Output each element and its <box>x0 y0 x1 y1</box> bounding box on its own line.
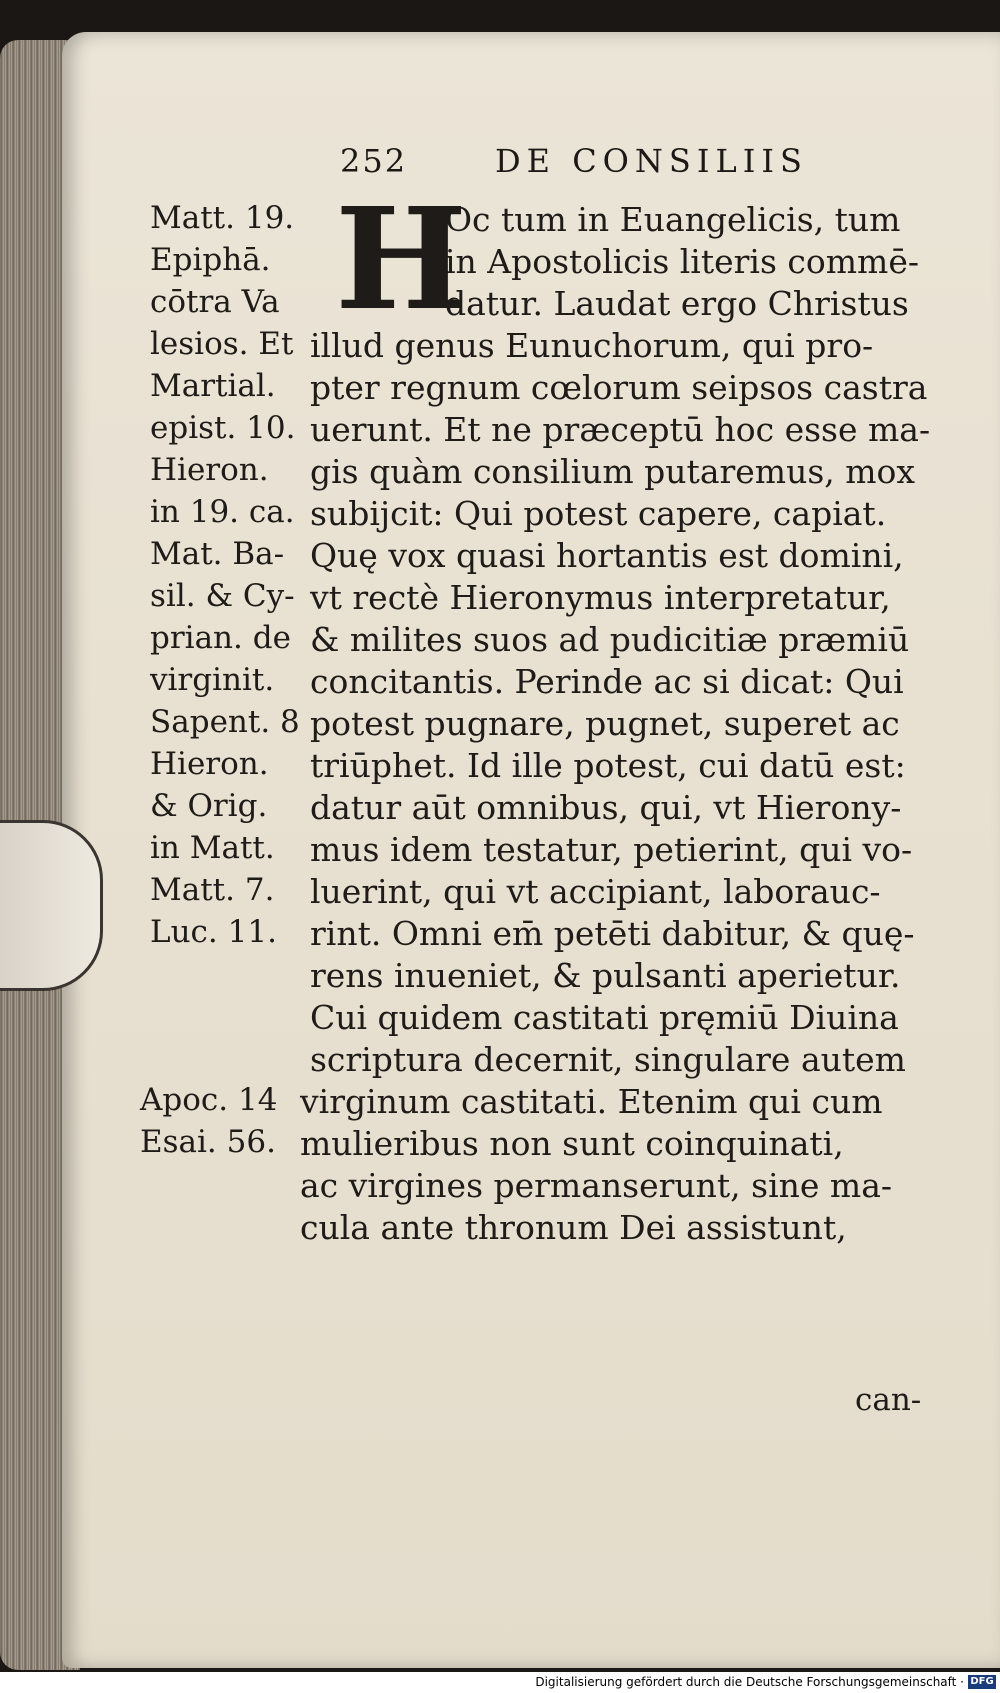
margin-note: in Matt. <box>150 830 275 866</box>
digitization-credit: Digitalisierung gefördert durch die Deutsche Forschungsgemeinschaft · <box>535 1675 964 1689</box>
margin-note: lesios. Et <box>150 326 294 362</box>
text-line: luerint, qui vt accipiant, laborauc- <box>310 872 881 911</box>
text-line: gis quàm consilium putaremus, mox <box>310 452 916 491</box>
text-line: Oc tum in Euangelicis, tum <box>445 200 901 239</box>
margin-note: Apoc. 14 <box>140 1082 278 1118</box>
margin-note: Epiphā. <box>150 242 271 278</box>
text-line: subijcit: Qui potest capere, capiat. <box>310 494 887 533</box>
text-line: in Apostolicis literis commē- <box>445 242 920 281</box>
page-holder-clip <box>0 820 103 991</box>
text-line: datur. Laudat ergo Christus <box>445 284 909 323</box>
page-number: 252 <box>340 142 408 180</box>
text-line: scriptura decernit, singulare autem <box>310 1040 906 1079</box>
text-line: rint. Omni em̄ petēti dabitur, & quę- <box>310 914 915 953</box>
running-title: DE CONSILIIS <box>495 142 808 180</box>
decorated-initial: H <box>335 178 468 342</box>
text-line: illud genus Eunuchorum, qui pro- <box>310 326 874 365</box>
text-line: datur aūt omnibus, qui, vt Hierony- <box>310 788 902 827</box>
text-line: triūphet. Id ille potest, cui datū est: <box>310 746 906 785</box>
margin-note: epist. 10. <box>150 410 296 446</box>
margin-note: prian. de <box>150 620 291 656</box>
margin-note: Martial. <box>150 368 276 404</box>
text-line: pter regnum cœlorum seipsos castra <box>310 368 928 407</box>
margin-note: Matt. 7. <box>150 872 275 908</box>
text-line: ac virgines permanserunt, sine ma- <box>300 1166 893 1205</box>
margin-note: Mat. Ba- <box>150 536 285 572</box>
text-line: cula ante thronum Dei assistunt, <box>300 1208 847 1247</box>
margin-note: in 19. ca. <box>150 494 295 530</box>
text-line: mus idem testatur, petierint, qui vo- <box>310 830 913 869</box>
margin-note: Luc. 11. <box>150 914 277 950</box>
catchword: can- <box>855 1382 922 1418</box>
text-line: mulieribus non sunt coinquinati, <box>300 1124 844 1163</box>
margin-note: Sapent. 8 <box>150 704 300 740</box>
dfg-logo: DFG <box>968 1675 996 1689</box>
margin-note: virginit. <box>150 662 275 698</box>
text-line: & milites suos ad pudicitiæ præmiū <box>310 620 910 659</box>
margin-note: Esai. 56. <box>140 1124 276 1160</box>
margin-note: Hieron. <box>150 452 269 488</box>
text-line: Quę vox quasi hortantis est domini, <box>310 536 904 575</box>
text-line: concitantis. Perinde ac si dicat: Qui <box>310 662 904 701</box>
text-line: potest pugnare, pugnet, superet ac <box>310 704 900 743</box>
text-line: vt rectè Hieronymus interpretatur, <box>310 578 891 617</box>
margin-note: cōtra Va <box>150 284 280 320</box>
text-line: virginum castitati. Etenim qui cum <box>300 1082 883 1121</box>
text-line: rens inueniet, & pulsanti aperietur. <box>310 956 901 995</box>
margin-note: & Orig. <box>150 788 268 824</box>
text-line: uerunt. Et ne præceptū hoc esse ma- <box>310 410 931 449</box>
text-line: Cui quidem castitati pręmiū Diuina <box>310 998 899 1037</box>
margin-note: Hieron. <box>150 746 269 782</box>
margin-note: sil. & Cy- <box>150 578 295 614</box>
margin-note: Matt. 19. <box>150 200 295 236</box>
